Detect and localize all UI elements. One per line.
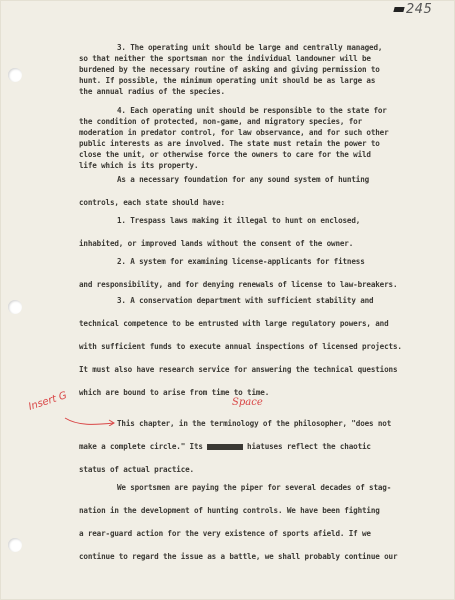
text-line: life which is its property. (79, 161, 199, 170)
text-line: so that neither the sportsman nor the individual landowner will be (79, 54, 371, 63)
text-line: status of actual practice. (79, 465, 194, 474)
text-line: 3. The operating unit should be large and centrally managed, (117, 43, 383, 52)
list-item-1 (79, 209, 435, 255)
text-line: 2. A system for examining license-applicants for fitness (117, 257, 365, 266)
space-annotation: Space (232, 397, 263, 408)
text-line: 3. A conservation department with sufficient stability and (117, 296, 374, 305)
page-number (394, 2, 432, 17)
paragraph-4 (79, 105, 435, 171)
foundation-intro (79, 168, 435, 214)
insert-annotation: Insert G (27, 390, 69, 413)
struck-word (207, 444, 242, 450)
punch-hole (8, 300, 22, 314)
text-line: which are bound to arise from time to time. (79, 388, 270, 397)
text-line: the condition of protected, non-game, and migratory species, for (79, 117, 362, 126)
text-fragment: hiatuses reflect the chaotic (242, 442, 371, 451)
text-line: inhabited, or improved lands without the consent of the owner. (79, 239, 354, 248)
list-item-3 (79, 289, 435, 404)
paragraph-3 (79, 42, 435, 97)
text-line: with sufficient funds to execute annual inspections of licensed projects. (79, 342, 402, 351)
text-line: and responsibility, and for denying renewals of license to law-breakers. (79, 280, 398, 289)
text-fragment: make a complete circle." Its (79, 442, 208, 451)
text-line: close the unit, or otherwise force the owners to care for the wild (79, 150, 371, 159)
text-line: We sportsmen are paying the piper for several decades of stag- (117, 483, 392, 492)
text-line: a rear-guard action for the very existence of sports afield. If we (79, 529, 371, 538)
text-line: As a necessary foundation for any sound system of hunting (117, 175, 370, 184)
page-number-text: 245 (406, 2, 433, 17)
text-line: moderation in predator control, for law observance, and for such other (79, 128, 389, 137)
text-line: It must also have research service for answering the technical questions (79, 365, 398, 374)
text-line: technical competence to be entrusted with large regulatory powers, and (79, 319, 389, 328)
text-line: continue to regard the issue as a battle, we shall probably continue our (79, 552, 398, 561)
sportsmen-paragraph (79, 476, 435, 568)
text-line: burdened by the necessary routine of asking and giving permission to (79, 65, 380, 74)
ink-mark-icon (393, 7, 404, 12)
text-line: public interests as are involved. The state must retain the power to (79, 139, 380, 148)
text-line: hunt. If possible, the minimum operating unit should be as large as (79, 76, 376, 85)
punch-hole (8, 68, 22, 82)
punch-hole (8, 538, 22, 552)
text-line: This chapter, in the terminology of the philosopher, "does not (117, 419, 392, 428)
text-line: the annual radius of the species. (79, 87, 225, 96)
text-line: 1. Trespass laws making it illegal to hunt on enclosed, (117, 216, 361, 225)
text-line: controls, each state should have: (79, 198, 225, 207)
text-line: nation in the development of hunting controls. We have been fighting (79, 506, 380, 515)
chapter-paragraph (79, 412, 435, 481)
text-line (79, 435, 435, 458)
text-line: 4. Each operating unit should be responsible to the state for (117, 106, 387, 115)
